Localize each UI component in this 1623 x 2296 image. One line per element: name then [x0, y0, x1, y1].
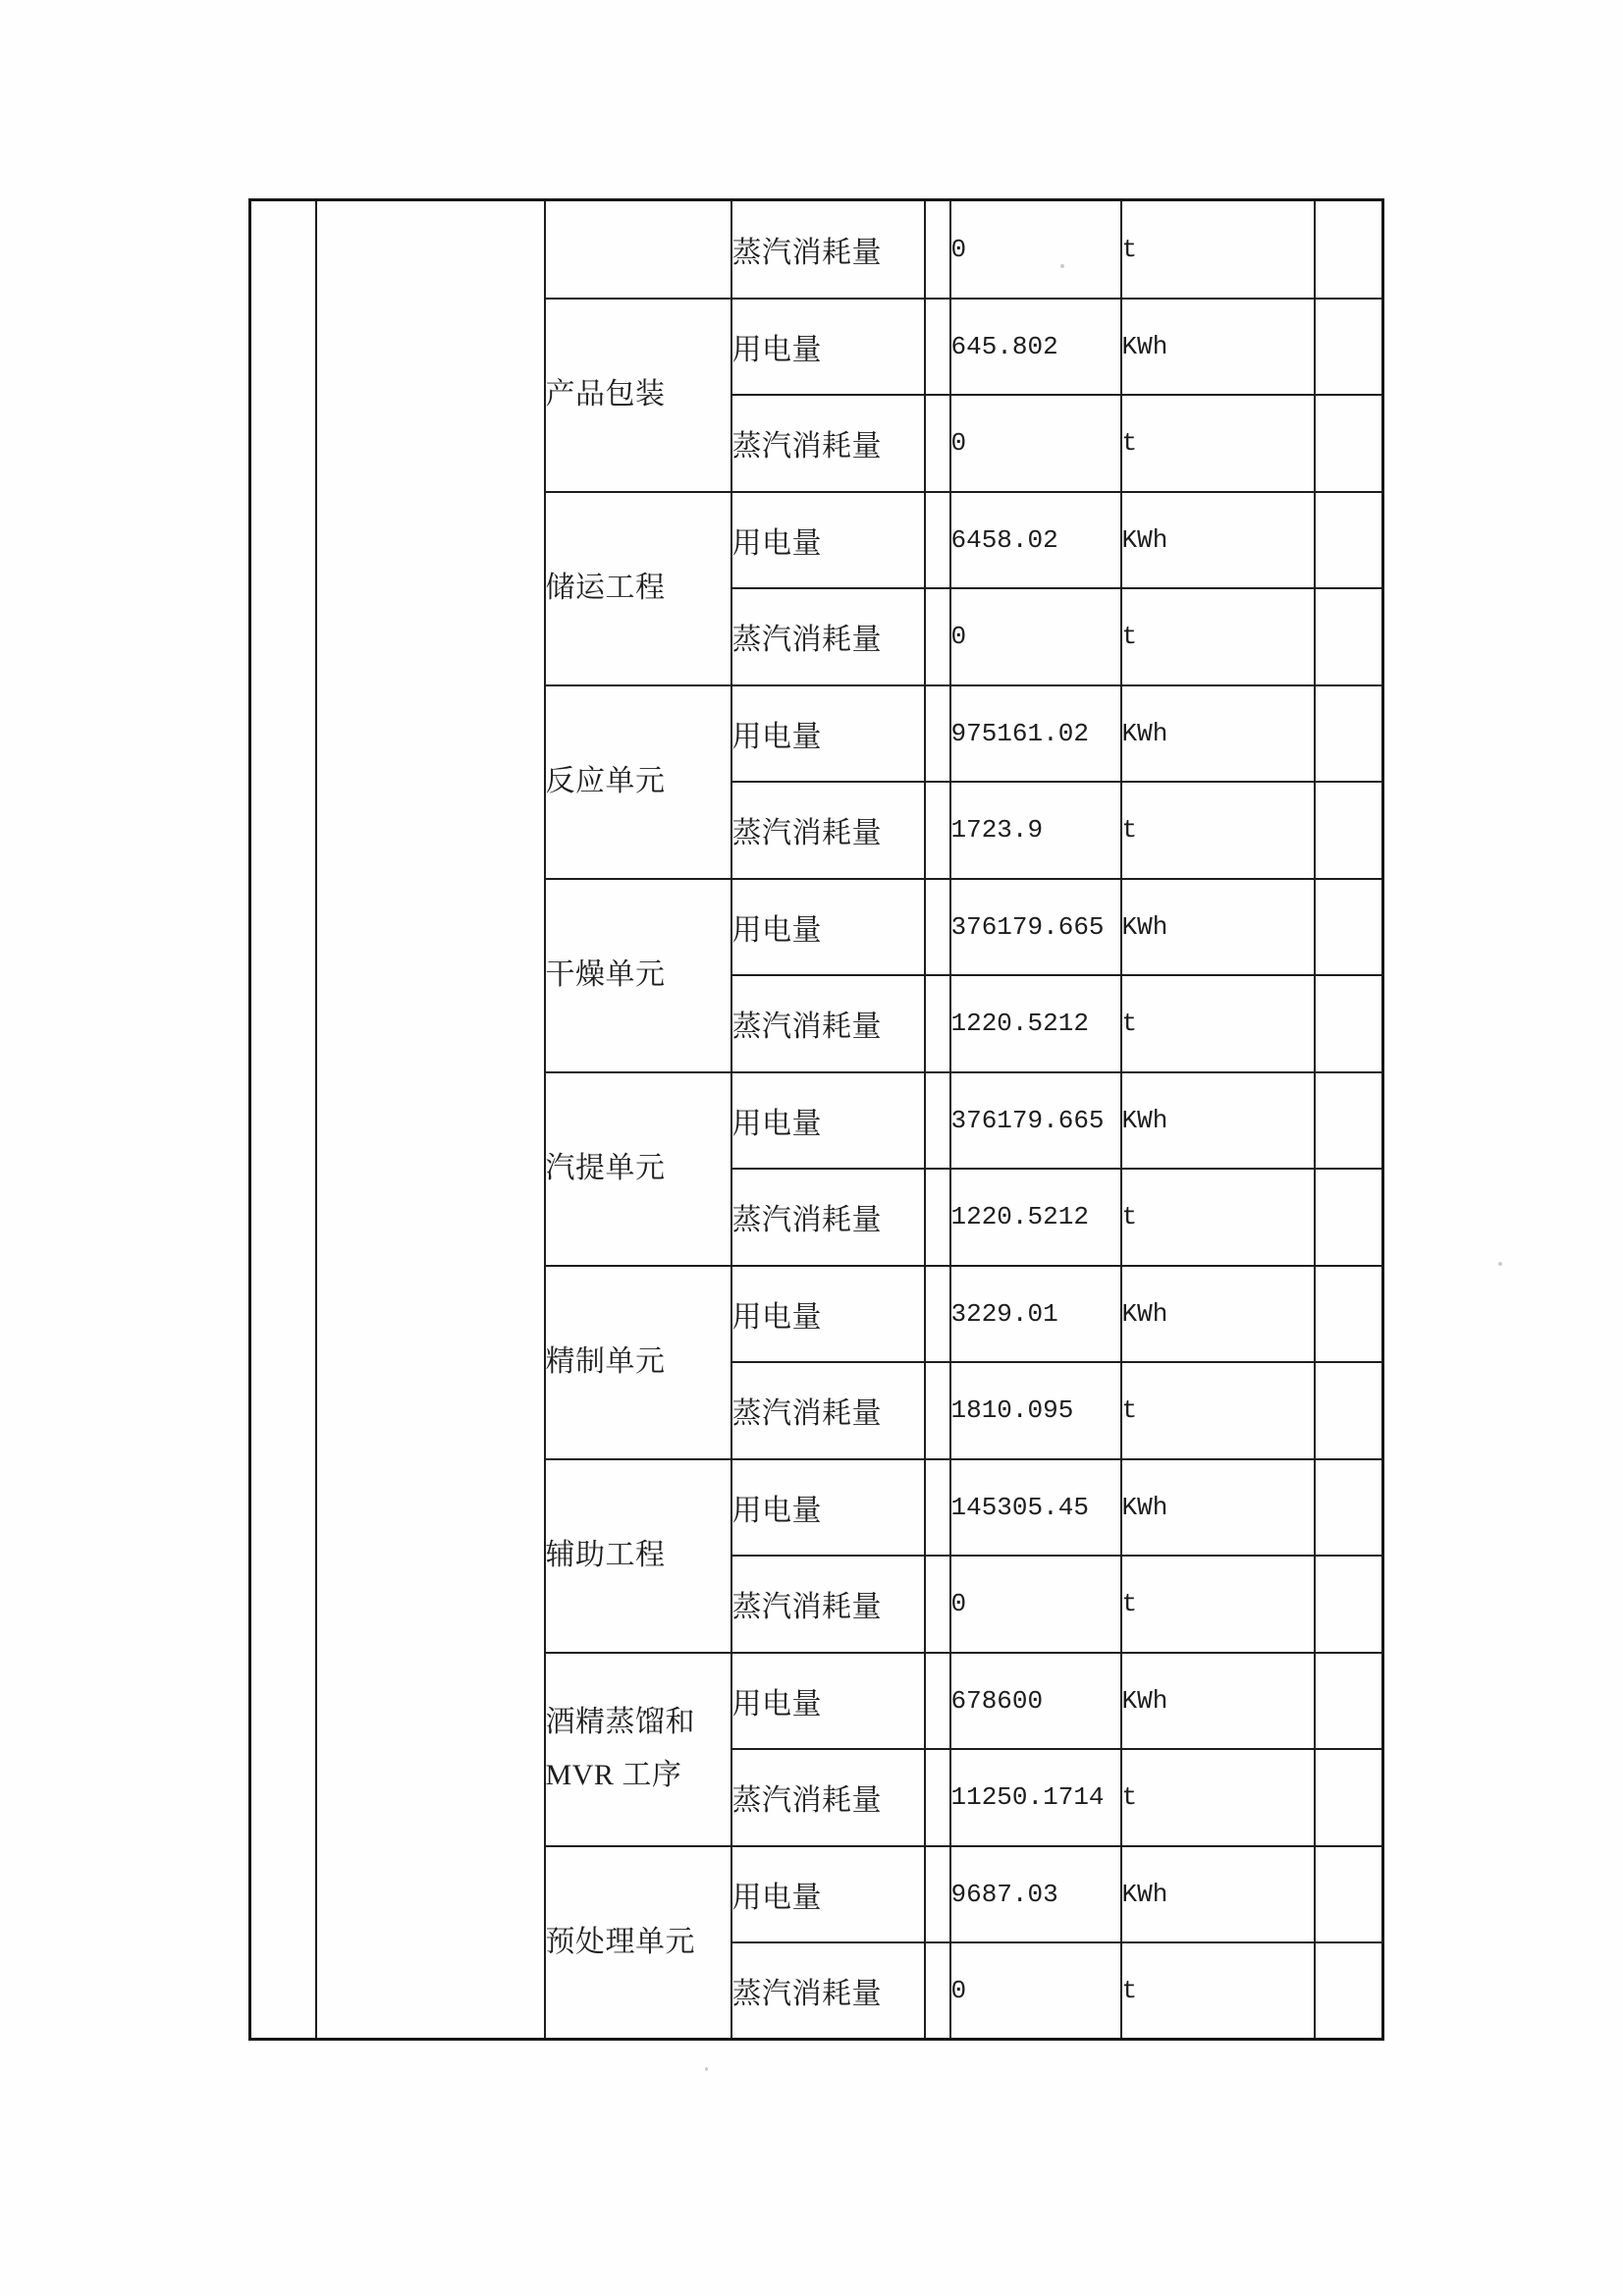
metric-cell: 用电量 — [731, 1846, 925, 1943]
value-cell: 678600 — [950, 1653, 1121, 1750]
end-spacer-cell — [1315, 1169, 1383, 1266]
scan-speck — [1060, 264, 1064, 268]
value-cell: 1723.9 — [950, 782, 1121, 879]
metric-cell: 用电量 — [731, 492, 925, 589]
consumption-table — [248, 198, 1384, 2041]
metric-cell: 蒸汽消耗量 — [731, 1169, 925, 1266]
spacer-cell — [925, 200, 950, 299]
spacer-cell — [925, 1846, 950, 1943]
unit-cell: t — [1121, 200, 1315, 299]
unit-cell: t — [1121, 1556, 1315, 1653]
spacer-cell — [925, 879, 950, 976]
value-cell: 376179.665 — [950, 1072, 1121, 1170]
value-cell: 6458.02 — [950, 492, 1121, 589]
metric-cell: 用电量 — [731, 1653, 925, 1750]
end-spacer-cell — [1315, 588, 1383, 685]
end-spacer-cell — [1315, 685, 1383, 783]
category-label: 反应单元 — [545, 765, 666, 797]
end-spacer-cell — [1315, 1362, 1383, 1459]
spacer-cell — [925, 782, 950, 879]
category-label: 汽提单元 — [545, 1152, 666, 1184]
unit-cell: KWh — [1121, 1459, 1315, 1557]
category-cell — [545, 879, 731, 1072]
end-spacer-cell — [1315, 200, 1383, 299]
value-cell: 3229.01 — [950, 1266, 1121, 1363]
category-cell — [545, 1653, 731, 1846]
value-cell: 1220.5212 — [950, 975, 1121, 1072]
unit-cell: t — [1121, 1362, 1315, 1459]
unit-cell: KWh — [1121, 1266, 1315, 1363]
spacer-cell — [925, 1459, 950, 1557]
end-spacer-cell — [1315, 1459, 1383, 1557]
category-cell — [545, 1266, 731, 1459]
metric-cell: 用电量 — [731, 1459, 925, 1557]
unit-cell: t — [1121, 588, 1315, 685]
unit-cell: KWh — [1121, 1846, 1315, 1943]
spacer-cell — [925, 299, 950, 396]
value-cell: 1220.5212 — [950, 1169, 1121, 1266]
value-cell: 1810.095 — [950, 1362, 1121, 1459]
spacer-cell — [925, 1942, 950, 2040]
left-margin-column-cell — [250, 200, 316, 2040]
category-label: 精制单元 — [545, 1345, 666, 1378]
value-cell: 145305.45 — [950, 1459, 1121, 1557]
end-spacer-cell — [1315, 1749, 1383, 1846]
category-cell-empty — [545, 200, 731, 299]
category-label: 干燥单元 — [545, 958, 666, 991]
metric-cell: 用电量 — [731, 879, 925, 976]
category-label: 储运工程 — [545, 572, 666, 604]
metric-cell: 蒸汽消耗量 — [731, 1942, 925, 2040]
end-spacer-cell — [1315, 975, 1383, 1072]
end-spacer-cell — [1315, 1072, 1383, 1170]
spacer-cell — [925, 1266, 950, 1363]
category-cell — [545, 685, 731, 879]
metric-cell: 蒸汽消耗量 — [731, 975, 925, 1072]
category-cell — [545, 1459, 731, 1653]
unit-cell: t — [1121, 1169, 1315, 1266]
end-spacer-cell — [1315, 492, 1383, 589]
metric-cell: 用电量 — [731, 1072, 925, 1170]
end-spacer-cell — [1315, 1556, 1383, 1653]
scan-speck — [705, 2067, 708, 2071]
end-spacer-cell — [1315, 1653, 1383, 1750]
spacer-cell — [925, 1072, 950, 1170]
metric-cell: 蒸汽消耗量 — [731, 395, 925, 492]
metric-cell: 蒸汽消耗量 — [731, 588, 925, 685]
unit-cell: t — [1121, 1749, 1315, 1846]
end-spacer-cell — [1315, 1942, 1383, 2040]
scan-speck — [564, 1345, 568, 1349]
spacer-cell — [925, 588, 950, 685]
metric-cell: 用电量 — [731, 299, 925, 396]
end-spacer-cell — [1315, 395, 1383, 492]
spacer-cell — [925, 1653, 950, 1750]
value-cell: 645.802 — [950, 299, 1121, 396]
end-spacer-cell — [1315, 299, 1383, 396]
category-label: 产品包装 — [545, 378, 666, 410]
metric-cell: 蒸汽消耗量 — [731, 200, 925, 299]
unit-cell: t — [1121, 975, 1315, 1072]
category-cell — [545, 1072, 731, 1266]
unit-cell: KWh — [1121, 492, 1315, 589]
spacer-cell — [925, 1556, 950, 1653]
consumption-table-wrapper — [248, 198, 1384, 2041]
metric-cell: 蒸汽消耗量 — [731, 1556, 925, 1653]
value-cell: 376179.665 — [950, 879, 1121, 976]
category-label: 辅助工程 — [545, 1539, 666, 1571]
category-cell — [545, 492, 731, 685]
value-cell: 0 — [950, 395, 1121, 492]
spacer-cell — [925, 685, 950, 783]
table-row — [250, 200, 1383, 299]
metric-cell: 用电量 — [731, 685, 925, 783]
value-cell: 0 — [950, 1556, 1121, 1653]
unit-cell: KWh — [1121, 1653, 1315, 1750]
value-cell: 0 — [950, 1942, 1121, 2040]
end-spacer-cell — [1315, 782, 1383, 879]
metric-cell: 用电量 — [731, 1266, 925, 1363]
unit-cell: KWh — [1121, 879, 1315, 976]
spacer-cell — [925, 492, 950, 589]
value-cell: 9687.03 — [950, 1846, 1121, 1943]
spacer-cell — [925, 1169, 950, 1266]
category-cell — [545, 1846, 731, 2040]
category-label-line2: MVR 工序 — [545, 1759, 682, 1791]
unit-cell: t — [1121, 782, 1315, 879]
category-cell — [545, 299, 731, 492]
unit-cell: t — [1121, 395, 1315, 492]
end-spacer-cell — [1315, 1266, 1383, 1363]
value-cell: 11250.1714 — [950, 1749, 1121, 1846]
end-spacer-cell — [1315, 879, 1383, 976]
spacer-cell — [925, 395, 950, 492]
unit-cell: KWh — [1121, 1072, 1315, 1170]
unit-cell: KWh — [1121, 685, 1315, 783]
category-label: 预处理单元 — [545, 1925, 695, 1958]
metric-cell: 蒸汽消耗量 — [731, 782, 925, 879]
spacer-cell — [925, 975, 950, 1072]
metric-cell: 蒸汽消耗量 — [731, 1749, 925, 1846]
unit-cell: t — [1121, 1942, 1315, 2040]
merged-empty-column-cell — [316, 200, 545, 2040]
metric-cell: 蒸汽消耗量 — [731, 1362, 925, 1459]
spacer-cell — [925, 1362, 950, 1459]
scan-speck — [1498, 1262, 1502, 1266]
unit-cell: KWh — [1121, 299, 1315, 396]
value-cell: 0 — [950, 588, 1121, 685]
value-cell: 975161.02 — [950, 685, 1121, 783]
value-cell: 0 — [950, 200, 1121, 299]
category-label: 酒精蒸馏和 — [545, 1706, 695, 1738]
end-spacer-cell — [1315, 1846, 1383, 1943]
spacer-cell — [925, 1749, 950, 1846]
